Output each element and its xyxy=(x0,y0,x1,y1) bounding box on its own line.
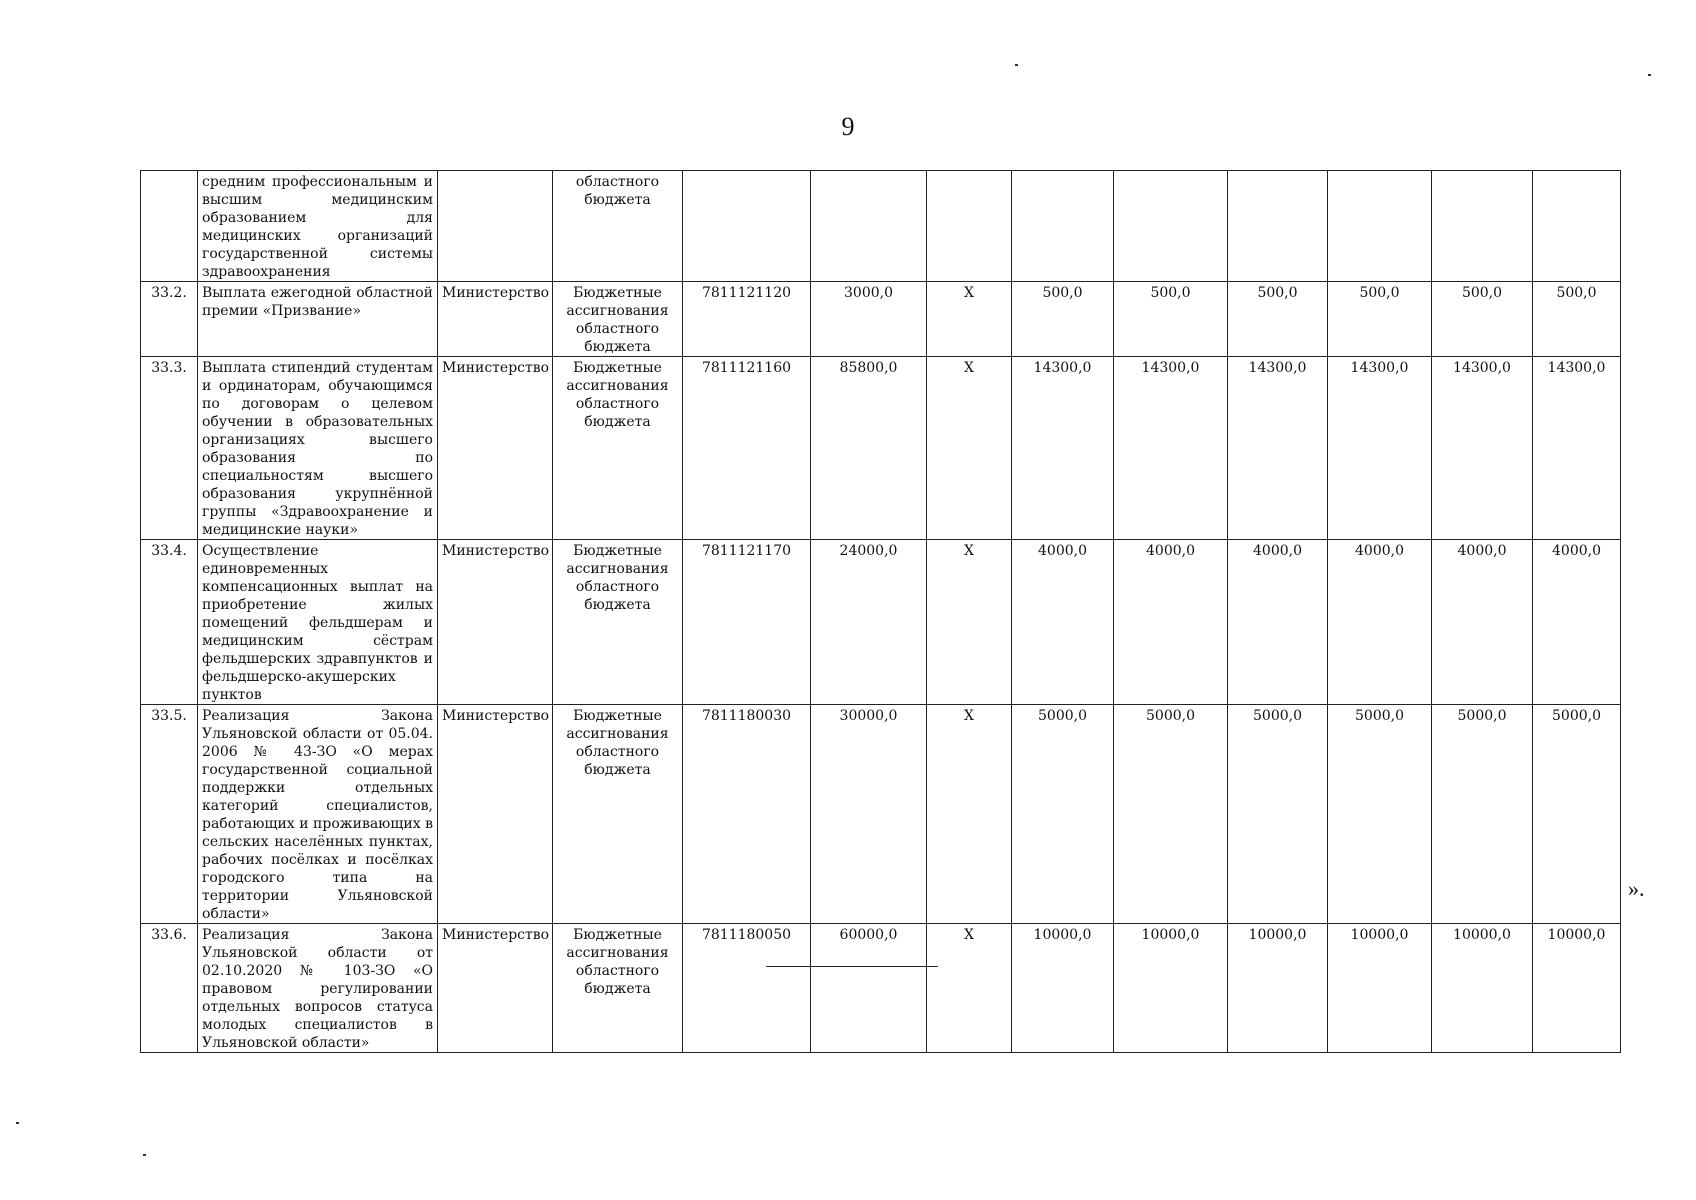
row-year-4: 10000,0 xyxy=(1328,924,1432,1053)
row-funding-source: областного бюджета xyxy=(553,171,683,282)
row-year-3: 14300,0 xyxy=(1228,357,1328,540)
row-description: Осуществление единовременных компенсационных выплат на приобретение жилых помещений фельдшерам и медицинским сёстрам фельдшерских здравпунктов и фельдшерско-акушерских пунктов xyxy=(198,540,438,705)
row-budget-code: 7811180030 xyxy=(683,705,811,924)
row-x-mark xyxy=(927,171,1012,282)
row-x-mark: Х xyxy=(927,705,1012,924)
row-year-6: 10000,0 xyxy=(1533,924,1621,1053)
row-year-1: 4000,0 xyxy=(1012,540,1114,705)
row-budget-code: 7811121160 xyxy=(683,357,811,540)
row-year-1 xyxy=(1012,171,1114,282)
row-description: средним профессиональным и высшим медицинским образованием для медицинских организаций государственной системы здравоохранения xyxy=(198,171,438,282)
row-number: 33.4. xyxy=(141,540,198,705)
row-number: 33.5. xyxy=(141,705,198,924)
row-executor: Министерство xyxy=(438,282,553,357)
table-row xyxy=(141,540,1621,705)
separator-line xyxy=(766,966,938,967)
row-funding-source: Бюджетные ассигнования областного бюджета xyxy=(553,924,683,1053)
row-year-2: 4000,0 xyxy=(1114,540,1228,705)
row-executor: Министерство xyxy=(438,357,553,540)
row-year-4 xyxy=(1328,171,1432,282)
row-year-2: 5000,0 xyxy=(1114,705,1228,924)
row-year-4: 4000,0 xyxy=(1328,540,1432,705)
row-year-5: 10000,0 xyxy=(1432,924,1533,1053)
row-year-6: 14300,0 xyxy=(1533,357,1621,540)
row-funding-source: Бюджетные ассигнования областного бюджета xyxy=(553,357,683,540)
row-x-mark: Х xyxy=(927,282,1012,357)
row-budget-code: 7811121170 xyxy=(683,540,811,705)
row-year-5: 500,0 xyxy=(1432,282,1533,357)
row-year-1: 500,0 xyxy=(1012,282,1114,357)
row-year-1: 14300,0 xyxy=(1012,357,1114,540)
row-budget-code xyxy=(683,171,811,282)
row-x-mark: Х xyxy=(927,924,1012,1053)
row-year-5: 4000,0 xyxy=(1432,540,1533,705)
row-year-3: 4000,0 xyxy=(1228,540,1328,705)
scan-speck xyxy=(16,1122,19,1124)
table-row xyxy=(141,924,1621,1053)
row-total xyxy=(811,171,927,282)
row-year-4: 5000,0 xyxy=(1328,705,1432,924)
row-total: 60000,0 xyxy=(811,924,927,1053)
row-executor: Министерство xyxy=(438,705,553,924)
row-description: Выплата ежегодной областной премии «Призвание» xyxy=(198,282,438,357)
row-year-5: 14300,0 xyxy=(1432,357,1533,540)
row-year-4: 14300,0 xyxy=(1328,357,1432,540)
row-number: 33.6. xyxy=(141,924,198,1053)
row-year-2: 14300,0 xyxy=(1114,357,1228,540)
scan-speck xyxy=(1015,64,1018,66)
row-budget-code: 7811180050 xyxy=(683,924,811,1053)
row-description: Реализация Закона Ульяновской области от 05.04. 2006 № 43-ЗО «О мерах государственной социальной поддержки отдельных категорий специалистов, работающих и проживающих в сельских населённых пунктах, рабочих посёлках и посёлках городского типа на территории Ульяновской области» xyxy=(198,705,438,924)
scan-speck xyxy=(1648,74,1651,76)
row-description: Реализация Закона Ульяновской области от 02.10.2020 № 103-ЗО «О правовом регулировании отдельных вопросов статуса молодых специалистов в Ульяновской области» xyxy=(198,924,438,1053)
row-year-6 xyxy=(1533,171,1621,282)
table-row xyxy=(141,357,1621,540)
row-year-2 xyxy=(1114,171,1228,282)
table-row xyxy=(141,171,1621,282)
row-year-1: 10000,0 xyxy=(1012,924,1114,1053)
row-year-3: 5000,0 xyxy=(1228,705,1328,924)
row-funding-source: Бюджетные ассигнования областного бюджета xyxy=(553,540,683,705)
program-table xyxy=(140,170,1621,1053)
row-number xyxy=(141,171,198,282)
row-x-mark: Х xyxy=(927,357,1012,540)
row-x-mark: Х xyxy=(927,540,1012,705)
row-total: 24000,0 xyxy=(811,540,927,705)
row-budget-code: 7811121120 xyxy=(683,282,811,357)
row-executor: Министерство xyxy=(438,540,553,705)
row-description: Выплата стипендий студентам и ординаторам, обучающимся по договорам о целевом обучении в образовательных организациях высшего образования по специальностям высшего образования укрупнённой группы «Здравоохранение и медицинские науки» xyxy=(198,357,438,540)
row-year-5: 5000,0 xyxy=(1432,705,1533,924)
row-number: 33.2. xyxy=(141,282,198,357)
row-funding-source: Бюджетные ассигнования областного бюджета xyxy=(553,705,683,924)
row-total: 85800,0 xyxy=(811,357,927,540)
closing-quote-mark: ». xyxy=(1628,876,1645,901)
row-year-6: 5000,0 xyxy=(1533,705,1621,924)
row-year-6: 4000,0 xyxy=(1533,540,1621,705)
table-row xyxy=(141,705,1621,924)
row-executor: Министерство xyxy=(438,924,553,1053)
row-year-3: 500,0 xyxy=(1228,282,1328,357)
row-year-2: 500,0 xyxy=(1114,282,1228,357)
row-year-5 xyxy=(1432,171,1533,282)
table-row xyxy=(141,282,1621,357)
row-year-6: 500,0 xyxy=(1533,282,1621,357)
row-year-3: 10000,0 xyxy=(1228,924,1328,1053)
row-year-2: 10000,0 xyxy=(1114,924,1228,1053)
row-total: 30000,0 xyxy=(811,705,927,924)
row-executor xyxy=(438,171,553,282)
row-year-4: 500,0 xyxy=(1328,282,1432,357)
row-year-3 xyxy=(1228,171,1328,282)
row-year-1: 5000,0 xyxy=(1012,705,1114,924)
row-total: 3000,0 xyxy=(811,282,927,357)
scan-speck xyxy=(143,1154,146,1156)
row-number: 33.3. xyxy=(141,357,198,540)
page-number: 9 xyxy=(841,112,855,141)
row-funding-source: Бюджетные ассигнования областного бюджета xyxy=(553,282,683,357)
